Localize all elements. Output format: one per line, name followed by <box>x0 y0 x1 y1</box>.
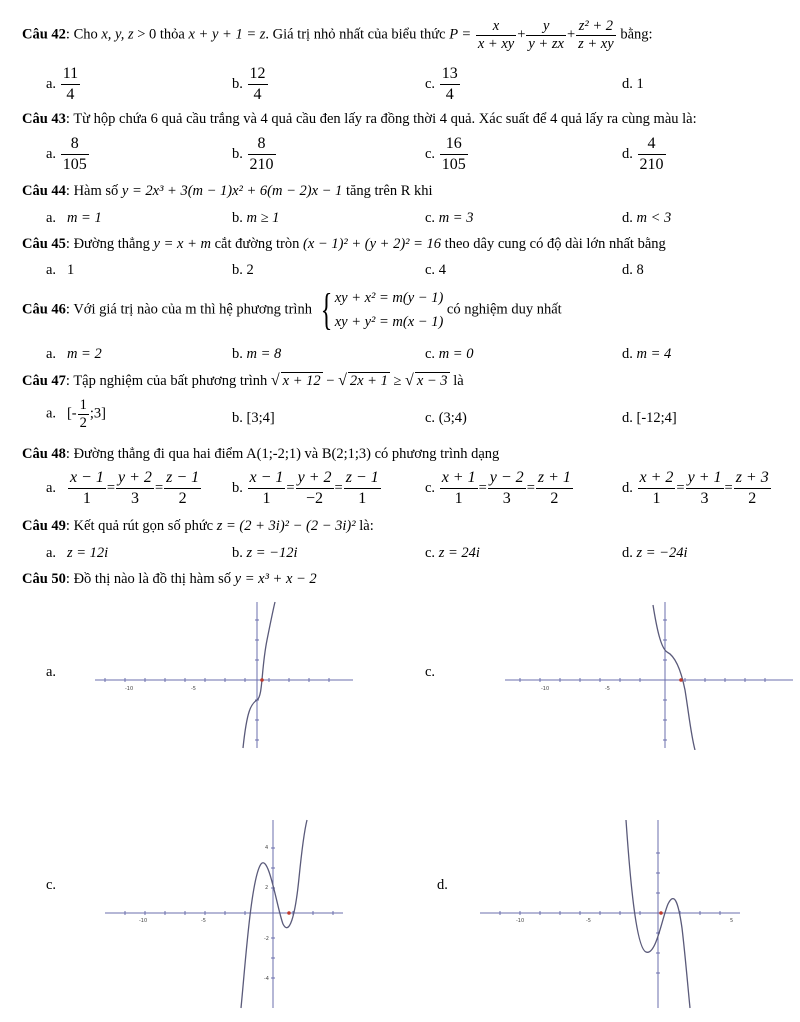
q46-option-b[interactable]: b. m = 8 <box>232 346 282 362</box>
q42-frac-2: $\frac{y}{y + zx}$ <box>528 18 564 52</box>
q45-stem: Câu 45: Đường thẳng y = x + m cắt đường tròn (x − 1)² + (y + 2)² = 16 theo dây cung có độ dài lớn nhất bằng <box>22 236 666 252</box>
q48-option-c[interactable]: c. $\frac{x + 1}{1}$ = $\frac{y - 2}{3}$ = $\frac{z + 1}{2}$ <box>425 469 571 507</box>
q42-frac-1: $\frac{x}{x + xy}$ <box>477 18 515 52</box>
curve-a <box>243 602 275 748</box>
q46-stem: Câu 46: Với giá trị nào của m thì hệ phương trình { xy + x² = m(y − 1) xy + y² = m(x − 1) có nghiệm duy nhất <box>22 285 562 334</box>
q46-label: Câu 46 <box>22 301 66 318</box>
q42-option-c[interactable]: c. $\frac{13}{4}$ <box>425 65 458 103</box>
q42-option-d[interactable]: d. 1 <box>622 76 644 92</box>
q48-option-b[interactable]: b. $\frac{x - 1}{1}$ = $\frac{y + 2}{-2}$ = $\frac{z - 1}{1}$ <box>232 469 379 507</box>
q47-option-c[interactable]: c. (3;4) <box>425 410 467 426</box>
q50-graph-b[interactable] <box>505 600 795 750</box>
q47-option-a[interactable]: a. [- $\frac{1}{2}$ ;3] <box>46 397 106 431</box>
q45-option-a[interactable]: a. 1 <box>46 262 75 278</box>
q42-frac-3: $\frac{\text{z² + 2}}{z + xy}$ <box>578 18 614 52</box>
q43-option-c[interactable]: c. $\frac{16}{105}$ <box>425 135 466 173</box>
q47-option-d[interactable]: d. [-12;4] <box>622 410 677 426</box>
q48-label: Câu 48 <box>22 446 66 462</box>
tick-label-4: 4 <box>265 845 269 851</box>
tick-label-neg2: -2 <box>264 936 269 942</box>
q50-graph-b-letter[interactable]: c. <box>425 664 436 680</box>
q44-option-b[interactable]: b. m ≥ 1 <box>232 210 280 226</box>
q47-stem: Câu 47: Tập nghiệm của bất phương trình √ x + 12 − √ 2x + 1 ≥ √ x − 3 là <box>22 372 464 389</box>
curve-b <box>653 605 695 750</box>
q43-option-b[interactable]: b. $\frac{8}{210}$ <box>232 135 274 173</box>
q49-option-b[interactable]: b. z = −12i <box>232 545 298 561</box>
q50-graph-d-letter[interactable]: d. <box>437 877 448 893</box>
q50-graph-d[interactable] <box>480 818 742 1010</box>
q47-label: Câu 47 <box>22 373 66 389</box>
q49-option-a[interactable]: a. z = 12i <box>46 545 109 561</box>
q46-option-c[interactable]: c. m = 0 <box>425 346 474 362</box>
q50-stem: Câu 50: Đồ thị nào là đồ thị hàm số y = x³ + x − 2 <box>22 571 317 587</box>
q45-option-d[interactable]: d. 8 <box>622 262 644 278</box>
root-point-d <box>659 911 663 915</box>
q43-label: Câu 43 <box>22 111 66 127</box>
tick-label-neg10: -10 <box>541 686 550 692</box>
q50-graph-a[interactable] <box>95 600 355 750</box>
tick-label-neg10: -10 <box>125 686 134 692</box>
q43-option-d[interactable]: d. $\frac{4}{210}$ <box>622 135 664 173</box>
root-point-a <box>260 678 264 682</box>
q42-option-b[interactable]: b. $\frac{12}{4}$ <box>232 65 266 103</box>
tick-label-neg10: -10 <box>516 918 525 924</box>
tick-label-neg5: -5 <box>586 918 591 924</box>
q50-graph-c-letter[interactable]: c. <box>46 877 57 893</box>
q45-option-c[interactable]: c. 4 <box>425 262 446 278</box>
q45-label: Câu 45 <box>22 236 66 252</box>
q44-stem: Câu 44: Hàm số y = 2x³ + 3(m − 1)x² + 6(m − 2)x − 1 tăng trên R khi <box>22 183 433 199</box>
root-point-b <box>679 678 683 682</box>
q50-graph-c[interactable] <box>105 818 345 1010</box>
q48-option-d[interactable]: d. $\frac{x + 2}{1}$ = $\frac{y + 1}{3}$ = $\frac{z + 3}{2}$ <box>622 469 769 507</box>
q49-stem: Câu 49: Kết quả rút gọn số phức z = (2 + 3i)² − (2 − 3i)² là: <box>22 518 374 534</box>
tick-label-neg5: -5 <box>191 686 196 692</box>
q44-option-d[interactable]: d. m < 3 <box>622 210 672 226</box>
q49-label: Câu 49 <box>22 518 66 534</box>
q46-option-a[interactable]: a. m = 2 <box>46 346 102 362</box>
q44-option-a[interactable]: a. m = 1 <box>46 210 102 226</box>
q46-system: { xy + x² = m(y − 1) xy + y² = m(x − 1) <box>320 285 444 334</box>
q50-label: Câu 50 <box>22 571 66 587</box>
tick-label-neg5: -5 <box>201 918 206 924</box>
q44-option-c[interactable]: c. m = 3 <box>425 210 474 226</box>
q42-label: Câu 42 <box>22 26 66 43</box>
tick-label-neg4: -4 <box>264 976 269 982</box>
tick-label-5: 5 <box>730 918 734 924</box>
q44-label: Câu 44 <box>22 183 66 199</box>
q45-option-b[interactable]: b. 2 <box>232 262 254 278</box>
q49-option-d[interactable]: d. z = −24i <box>622 545 688 561</box>
root-point-c <box>287 911 291 915</box>
q43-stem: Câu 43: Từ hộp chứa 6 quả cầu trắng và 4 quả cầu đen lấy ra đồng thời 4 quả. Xác suất để 4 quả lấy ra cùng màu là: <box>22 111 697 127</box>
q46-option-d[interactable]: d. m = 4 <box>622 346 672 362</box>
tick-label-neg5: -5 <box>605 686 610 692</box>
q42-option-a[interactable]: a. $\frac{11}{4}$ <box>46 65 79 103</box>
q48-option-a[interactable]: a. $\frac{x - 1}{1}$ = $\frac{y + 2}{3}$ = $\frac{z - 1}{2}$ <box>46 469 200 507</box>
q48-stem: Câu 48: Đường thẳng đi qua hai điểm A(1;-2;1) và B(2;1;3) có phương trình dạng <box>22 446 500 462</box>
q47-option-b[interactable]: b. [3;4] <box>232 410 275 426</box>
q42-stem: Câu 42: Cho x, y, z > 0 thỏa x + y + 1 = z. Giá trị nhỏ nhất của biểu thức P = $\frac{x}{x + xy}$ + $\frac{y}{y + zx}$ + $\frac{\text{z² + 2}}{z + xy}$ bằng: <box>22 18 653 52</box>
tick-label-2: 2 <box>265 885 269 891</box>
q49-option-c[interactable]: c. z = 24i <box>425 545 480 561</box>
q50-graph-a-letter[interactable]: a. <box>46 664 57 680</box>
tick-label-neg10: -10 <box>139 918 148 924</box>
q43-option-a[interactable]: a. $\frac{8}{105}$ <box>46 135 87 173</box>
